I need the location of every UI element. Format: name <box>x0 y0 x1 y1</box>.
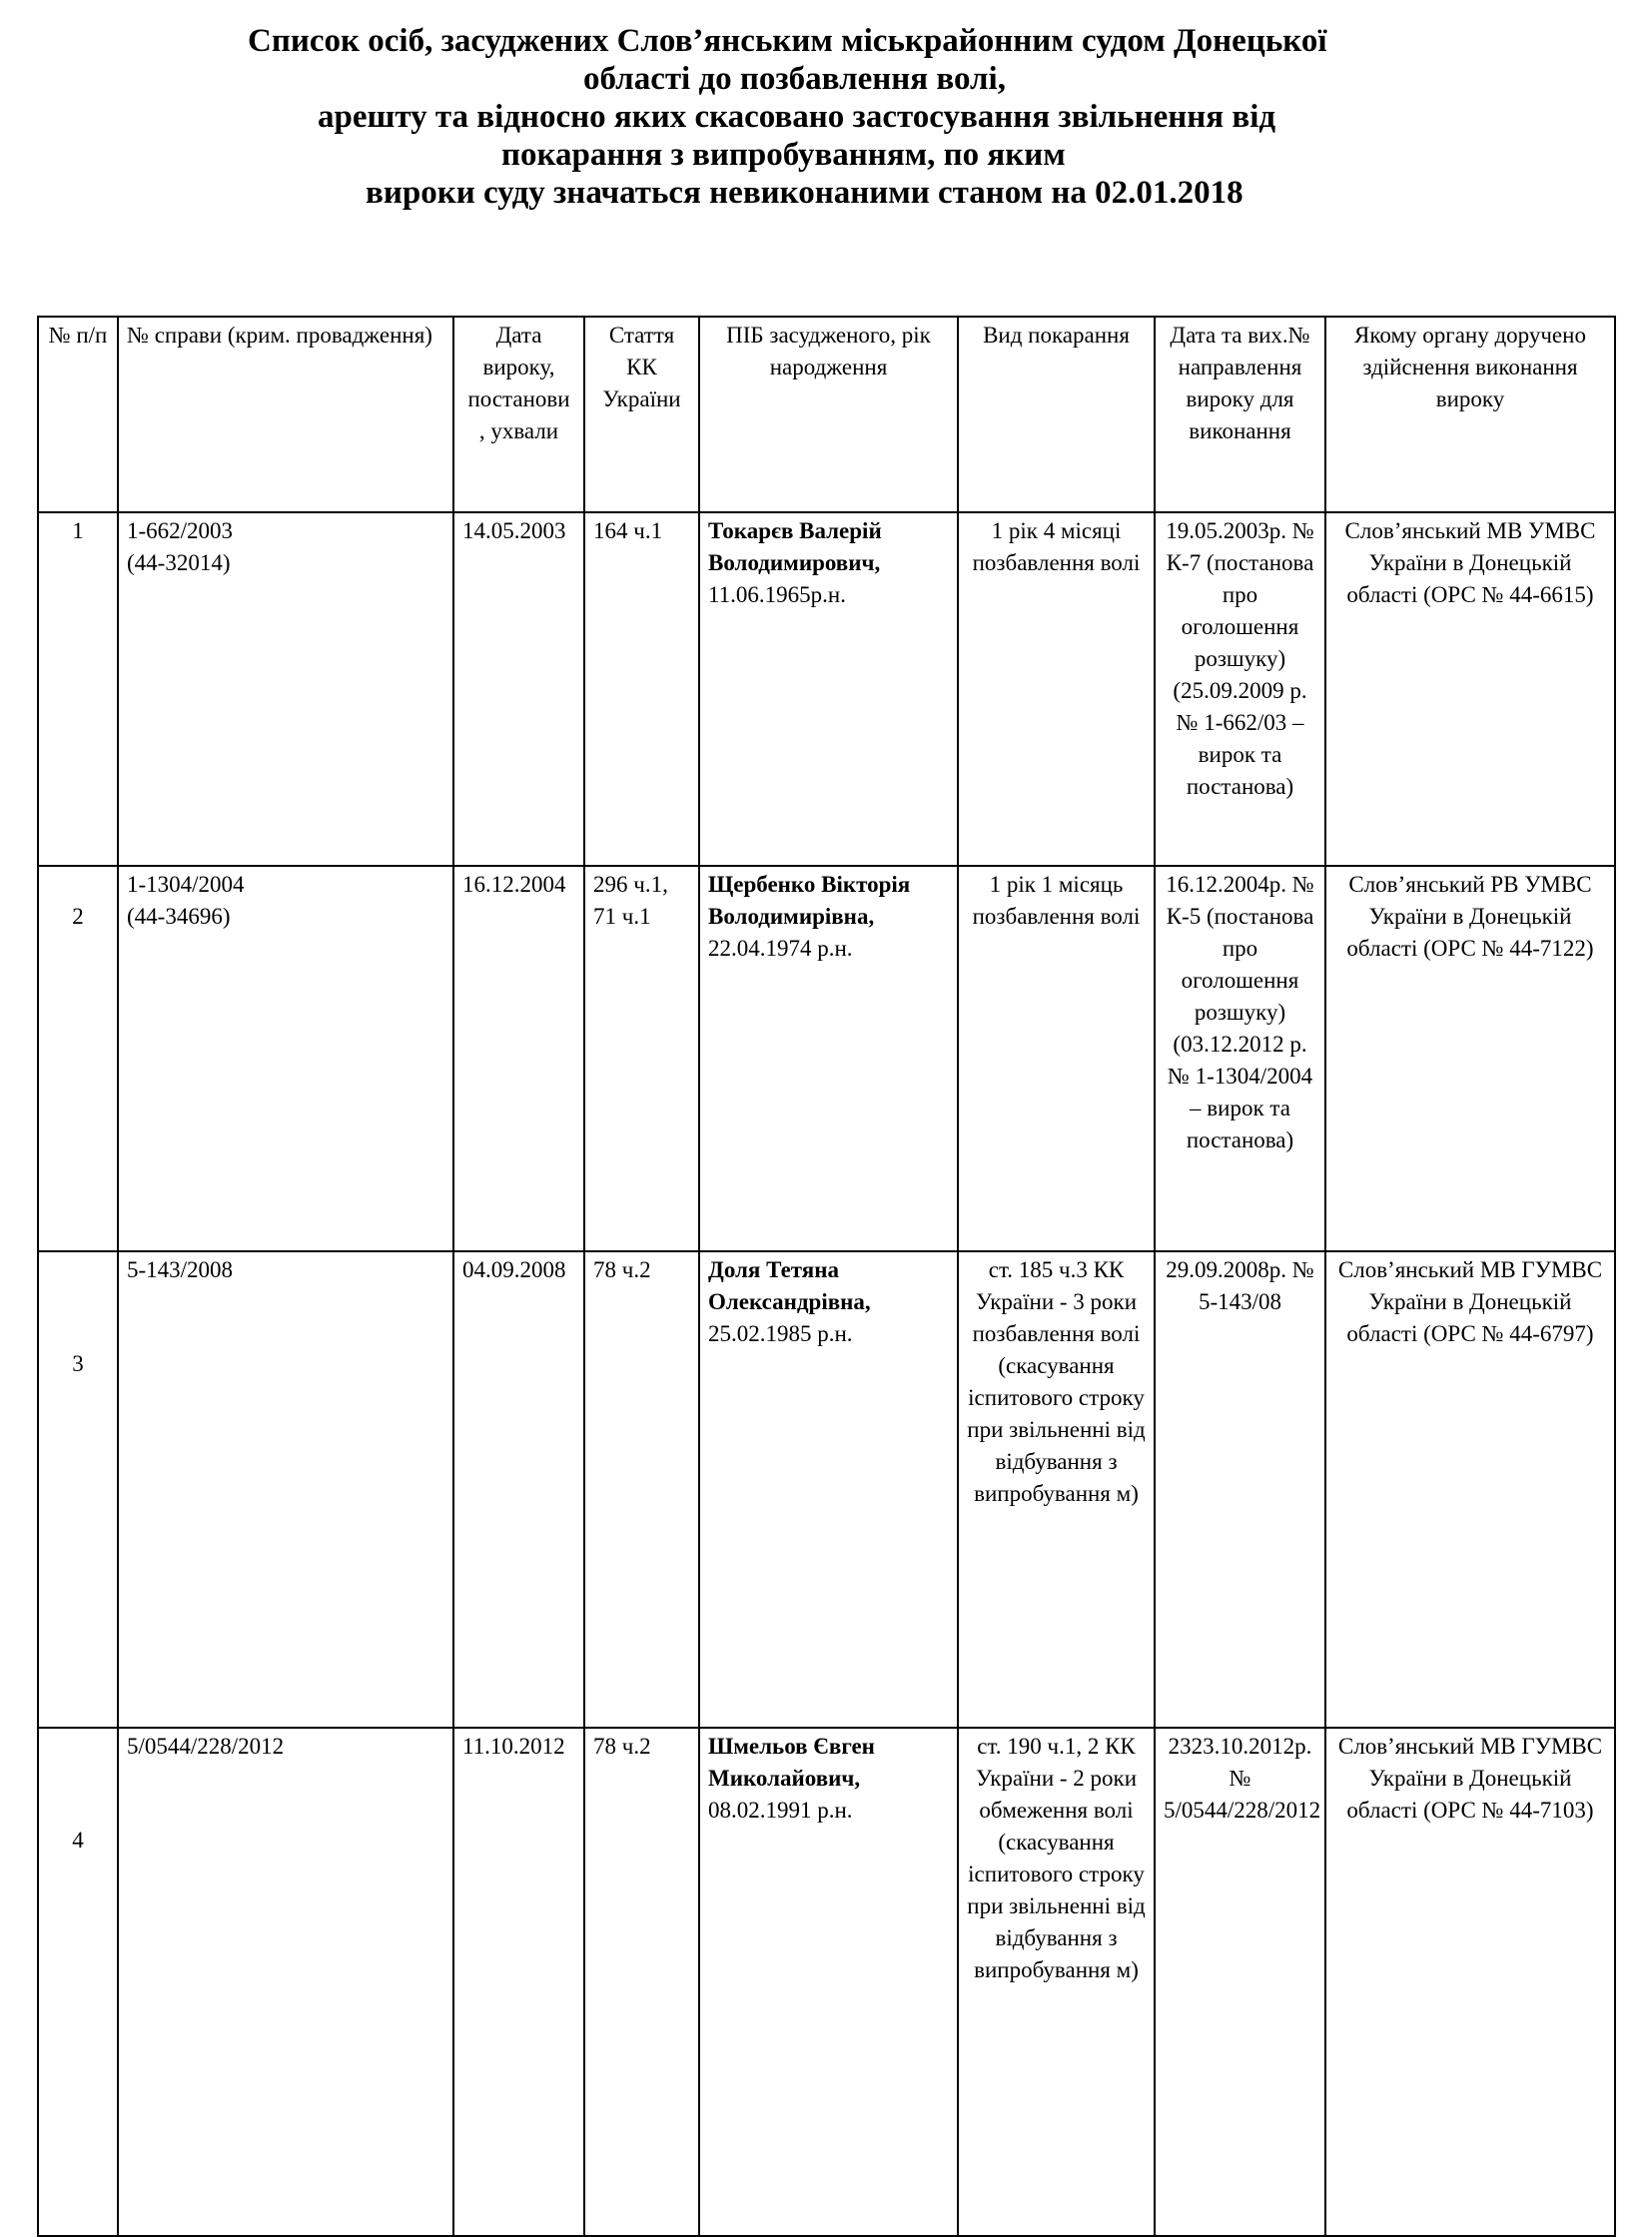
verdict-date: 04.09.2008 <box>453 1251 584 1728</box>
convicted-person <box>699 1251 958 1728</box>
header-article: Стаття КК України <box>584 317 699 512</box>
person-name: Токарєв Валерій Володимирович, <box>708 518 882 575</box>
case-number-line: (44-34696) <box>127 904 231 929</box>
table-row <box>38 1728 1615 2236</box>
table-row <box>38 512 1615 866</box>
title-line-4: покарання з випробуванням, по яким <box>501 137 1066 173</box>
article: 78 ч.2 <box>584 1728 699 2236</box>
birth-date: 25.02.1985 р.н. <box>708 1321 853 1346</box>
sent-for-execution: 2323.10.2012р. № 5/0544/228/2012 <box>1155 1728 1325 2236</box>
birth-date: 11.06.1965р.н. <box>708 582 846 607</box>
header-case: № справи (крим. провадження) <box>118 317 453 512</box>
person-name: Шмельов Євген Миколайович, <box>708 1734 875 1791</box>
article: 296 ч.1, 71 ч.1 <box>584 866 699 1251</box>
executing-organ: Слов’янський РВ УМВС України в Донецькій області (ОРС № 44-7122) <box>1325 866 1615 1251</box>
case-number <box>118 1251 453 1728</box>
header-num: № п/п <box>38 317 118 512</box>
punishment: ст. 185 ч.3 КК України - 3 роки позбавлення волі (скасування іспитового строку при звільненні від відбування з випробування м) <box>958 1251 1155 1728</box>
convicts-table <box>37 316 1616 2237</box>
convicted-person <box>699 866 958 1251</box>
birth-date: 08.02.1991 р.н. <box>708 1798 853 1823</box>
row-number: 1 <box>38 512 118 866</box>
punishment: ст. 190 ч.1, 2 КК України - 2 роки обмеження волі (скасування іспитового строку при звільненні від відбування з випробування м) <box>958 1728 1155 2236</box>
convicted-person <box>699 1728 958 2236</box>
executing-organ: Слов’янський МВ ГУМВС України в Донецькій області (ОРС № 44-7103) <box>1325 1728 1615 2236</box>
document-title <box>0 22 1652 212</box>
executing-organ: Слов’янський МВ УМВС України в Донецькій області (ОРС № 44-6615) <box>1325 512 1615 866</box>
sent-for-execution: 16.12.2004р. № К-5 (постанова про оголошення розшуку) (03.12.2012 р. № 1-1304/2004 – вирок та постанова) <box>1155 866 1325 1251</box>
header-person: ПІБ засудженого, рік народження <box>699 317 958 512</box>
row-number: 2 <box>38 866 118 1251</box>
article: 78 ч.2 <box>584 1251 699 1728</box>
header-punishment: Вид покарання <box>958 317 1155 512</box>
title-line-5: вироки суду значаться невиконаними станом на 02.01.2018 <box>366 175 1243 211</box>
sent-for-execution: 29.09.2008р. № 5-143/08 <box>1155 1251 1325 1728</box>
case-number-line: (44-32014) <box>127 550 231 575</box>
table-header-row <box>38 317 1615 512</box>
executing-organ: Слов’янський МВ ГУМВС України в Донецькій області (ОРС № 44-6797) <box>1325 1251 1615 1728</box>
verdict-date: 16.12.2004 <box>453 866 584 1251</box>
sent-for-execution: 19.05.2003р. № К-7 (постанова про оголошення розшуку) (25.09.2009 р.№ 1-662/03 – вирок та постанова) <box>1155 512 1325 866</box>
punishment: 1 рік 4 місяці позбавлення волі <box>958 512 1155 866</box>
case-number-line: 1-662/2003 <box>127 518 234 543</box>
header-organ: Якому органу доручено здійснення виконання вироку <box>1325 317 1615 512</box>
case-number-line: 5-143/2008 <box>127 1257 234 1282</box>
case-number-line: 1-1304/2004 <box>127 872 245 897</box>
row-number: 4 <box>38 1728 118 2236</box>
table-row <box>38 866 1615 1251</box>
case-number <box>118 512 453 866</box>
person-name: Доля Тетяна Олександрівна, <box>708 1257 871 1314</box>
verdict-date: 11.10.2012 <box>453 1728 584 2236</box>
case-number <box>118 866 453 1251</box>
title-line-3: арешту та відносно яких скасовано застосування звільнення від <box>318 99 1276 135</box>
case-number-line: 5/0544/228/2012 <box>127 1734 285 1759</box>
row-number: 3 <box>38 1251 118 1728</box>
convicted-person <box>699 512 958 866</box>
punishment: 1 рік 1 місяць позбавлення волі <box>958 866 1155 1251</box>
case-number <box>118 1728 453 2236</box>
birth-date: 22.04.1974 р.н. <box>708 936 853 961</box>
article: 164 ч.1 <box>584 512 699 866</box>
verdict-date: 14.05.2003 <box>453 512 584 866</box>
header-date: Дата вироку, постанови , ухвали <box>453 317 584 512</box>
header-sent: Дата та вих.№ направлення вироку для виконання <box>1155 317 1325 512</box>
table-row <box>38 1251 1615 1728</box>
person-name: Щербенко Вікторія Володимирівна, <box>708 872 911 929</box>
title-line-1: Список осіб, засуджених Слов’янським міськрайонним судом Донецької <box>248 23 1327 59</box>
title-line-2: області до позбавлення волі, <box>583 61 1006 97</box>
